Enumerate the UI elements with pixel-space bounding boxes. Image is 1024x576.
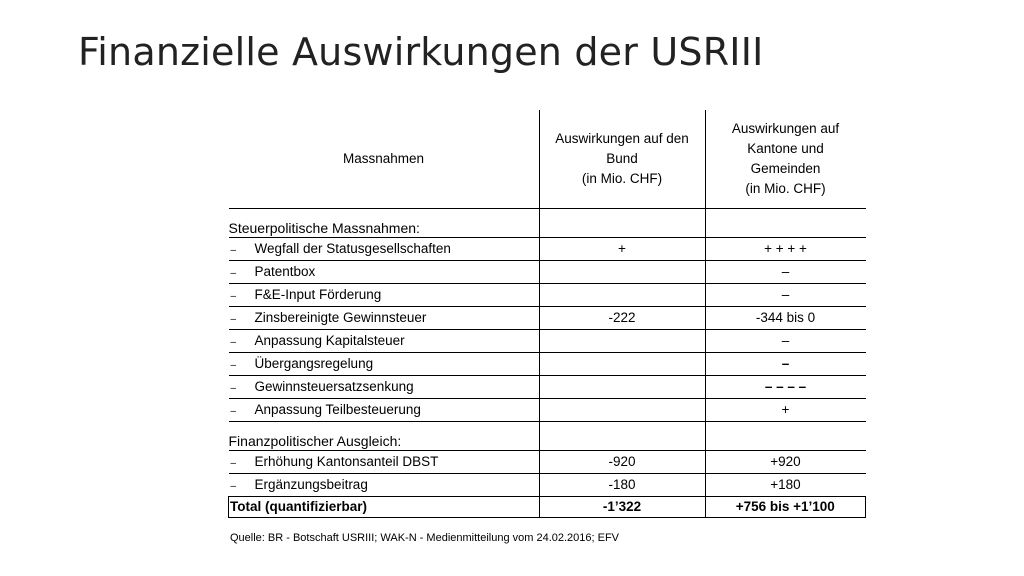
row-label [229,260,540,283]
slide-title: Finanzielle Auswirkungen der USRIII [78,30,764,74]
total-kantone: +756 bis +1’100 [705,496,866,517]
header-kantone-line: Auswirkungen auf [731,120,840,136]
header-bund-line: Auswirkungen auf den [555,130,689,146]
impact-table [228,110,866,518]
dash-bullet-icon: – [230,383,237,394]
table-row [229,306,866,329]
cell-kantone [705,208,866,237]
cell-bund [539,208,705,237]
row-label-text: Ergänzungsbeitrag [254,477,368,492]
header-kantone-line: Kantone und [747,140,824,156]
cell-kantone: – [705,329,866,352]
section-row-steuerpolitisch [229,208,866,237]
dash-bullet-icon: – [230,268,237,279]
table-row [229,450,866,473]
row-label [229,352,540,375]
header-bund-line: Bund [606,150,638,166]
row-label-text: Wegfall der Statusgesellschaften [254,241,451,256]
total-bund: -1’322 [539,496,705,517]
total-row [229,496,866,517]
table-row [229,237,866,260]
cell-kantone: + + + + [705,237,866,260]
cell-bund: -180 [539,473,705,496]
cell-kantone: +920 [705,450,866,473]
dash-bullet-icon: – [230,314,237,325]
header-massnahmen: Massnahmen [229,110,540,208]
row-label-text: F&E-Input Förderung [254,287,382,302]
cell-bund [539,283,705,306]
row-label-text: Anpassung Teilbesteuerung [254,402,421,417]
section-label: Finanzpolitischer Ausgleich: [229,421,540,450]
row-label [229,329,540,352]
cell-bund [539,398,705,421]
header-bund [539,110,705,208]
cell-kantone: – [705,260,866,283]
dash-bullet-icon: – [230,406,237,417]
row-label-text: Gewinnsteuersatzsenkung [254,379,414,394]
row-label-text: Übergangsregelung [254,356,374,371]
row-label [229,283,540,306]
row-label [229,450,540,473]
row-label [229,306,540,329]
row-label-text: Erhöhung Kantonsanteil DBST [254,454,439,469]
cell-bund [539,375,705,398]
row-label-text: Anpassung Kapitalsteuer [254,333,405,348]
header-bund-line: (in Mio. CHF) [581,170,663,186]
section-label: Steuerpolitische Massnahmen: [228,219,420,236]
dash-bullet-icon: – [230,360,237,371]
cell-bund: + [539,237,705,260]
cell-bund: -920 [539,450,705,473]
section-row-finanzpolitisch [229,421,866,450]
row-label [229,473,540,496]
dash-bullet-icon: – [230,337,237,348]
table-row [229,473,866,496]
cell-bund [539,352,705,375]
cell-bund [539,260,705,283]
table-row [229,398,866,421]
table-row [229,260,866,283]
dash-bullet-icon: – [230,245,237,256]
dash-bullet-icon: – [230,291,237,302]
dash-bullet-icon: – [230,481,237,492]
cell-kantone: +180 [705,473,866,496]
cell-bund: -222 [539,306,705,329]
cell-kantone [705,421,866,450]
cell-kantone: – [705,283,866,306]
cell-bund [539,421,705,450]
row-label [229,375,540,398]
row-label [229,237,540,260]
header-kantone-line: (in Mio. CHF) [745,180,826,196]
cell-bund [539,329,705,352]
total-label: Total (quantifizierbar) [229,496,540,517]
row-label [229,398,540,421]
cell-kantone: -344 bis 0 [705,306,866,329]
header-kantone [705,110,866,208]
table-row [229,283,866,306]
row-label-text: Patentbox [254,264,316,279]
cell-kantone: – [705,352,866,375]
table-row [229,375,866,398]
header-row [229,110,866,208]
cell-kantone: – – – – [705,375,866,398]
table-row [229,352,866,375]
dash-bullet-icon: – [230,458,237,469]
row-label-text: Zinsbereinigte Gewinnsteuer [254,310,427,325]
cell-kantone: + [705,398,866,421]
source-note: Quelle: BR - Botschaft USRIII; WAK-N - Medienmitteilung vom 24.02.2016; EFV [230,532,620,544]
header-kantone-line: Gemeinden [750,160,821,176]
table-row [229,329,866,352]
